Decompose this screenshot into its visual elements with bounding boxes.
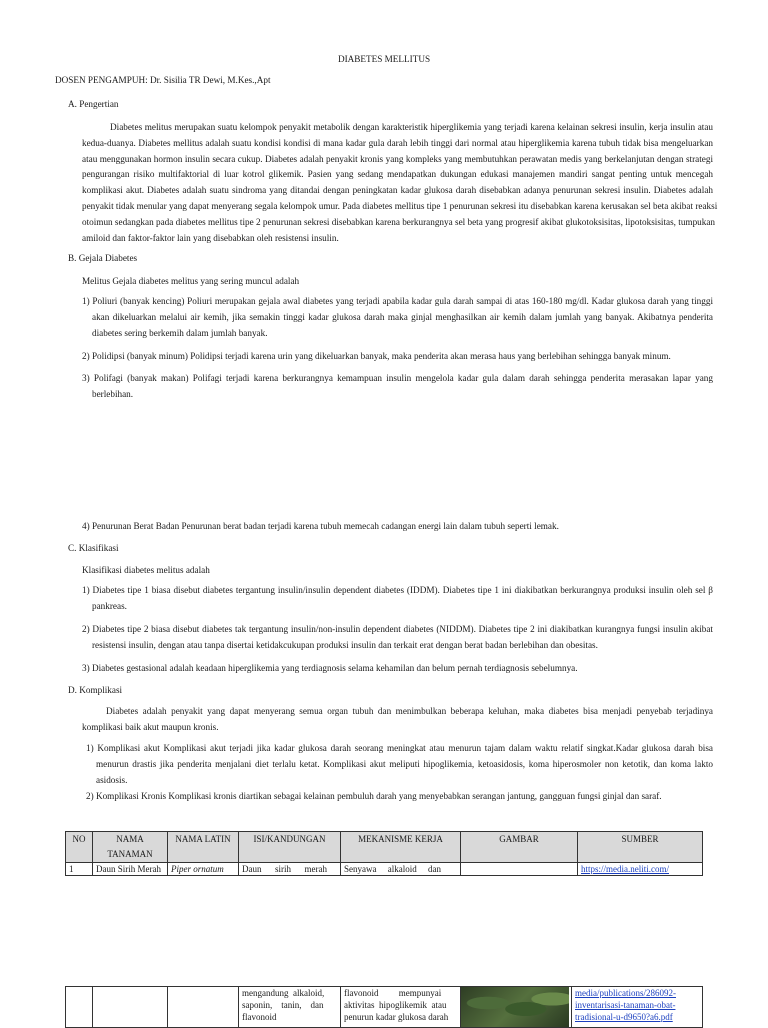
source-link-line[interactable]: media/publications/286092- <box>575 988 676 998</box>
paragraph-line: komplikasi akut. Diabetes adalah suatu sindroma yang ditandai dengan peningkatan kadar glukosa darah disebabkan adanya penurunan sekresi insulin. Diabetes adalah <box>82 185 713 196</box>
section-c-heading: C. Klasifikasi <box>68 543 119 553</box>
lecturer-line: DOSEN PENGAMPUH: Dr. Sisilia TR Dewi, M.Kes.,Apt <box>55 75 271 85</box>
cell-latin-name: Piper ornatum <box>168 863 239 876</box>
list-line: 1) Diabetes tipe 1 biasa disebut diabetes tergantung insulin/insulin dependent diabetes (IDDM). Diabetes tipe 1 ini diakibatkan berkurangnya produksi insulin oleh sel β <box>82 585 713 595</box>
section-c-intro: Klasifikasi diabetes melitus adalah <box>82 565 210 575</box>
section-d-intro <box>82 704 713 736</box>
list-line: 1) Komplikasi akut Komplikasi akut terjadi jika kadar glukosa darah seorang meningkat atau menurun tajam dalam waktu relatif singkat.Kadar glukosa darah bisa <box>86 743 713 753</box>
source-link[interactable]: https://media.neliti.com/ <box>581 864 669 874</box>
symptom-item-1 <box>82 294 713 341</box>
list-line: 2) Diabetes tipe 2 biasa disebut diabetes tak tergantung insulin/non-insulin dependent diabetes (NIDDM). Diabetes tipe 2 ini diakibatkan kurangnya fungsi insulin akibat <box>82 624 713 634</box>
cell-plant-name: Daun Sirih Merah <box>93 863 168 876</box>
complication-item-2: 2) Komplikasi Kronis Komplikasi kronis diartikan sebagai kelainan pembuluh darah yang menyebabkan serangan jantung, gangguan fungsi ginjal dan saraf. <box>86 791 662 801</box>
paragraph-line: atau menggunakan hormon insulin secara cukup. Diabetes adalah penyakit kronis yang kompleks yang membutuhkan perawatan medis yang berkelanjutan dengan strategi <box>82 153 713 164</box>
source-link-line[interactable]: tradisional-u-d9650?a6.pdf <box>575 1012 673 1022</box>
section-b-intro: Melitus Gejala diabetes melitus yang sering muncul adalah <box>82 276 300 286</box>
mechanism-line: flavonoid mempunyai <box>344 988 442 998</box>
paragraph-line: komplikasi baik akut maupun kronis. <box>82 721 219 732</box>
cell-plant-name-empty <box>93 987 168 1028</box>
list-line: berlebihan. <box>92 388 134 399</box>
section-d-heading: D. Komplikasi <box>68 685 123 695</box>
header-plant-name-line: TANAMAN <box>107 849 153 859</box>
cell-mechanism-continued <box>341 987 461 1028</box>
paragraph-line: penyakit tidak menular yang dapat menyerang segala kelompok umur. Pada diabetes mellitus tipe 1 penurunan sekresi itu disebabkan karena kerusakan sel beta akibat reaksi <box>82 200 718 211</box>
paragraph-line: Diabetes adalah penyakit yang dapat menyerang semua organ tubuh dan menimbulkan beberapa keluhan, maka diabetes bisa menjadi penyebab terjadinya <box>106 706 713 716</box>
symptom-item-2: 2) Polidipsi (banyak minum) Polidipsi terjadi karena urin yang dikeluarkan banyak, maka penderita akan merasa haus yang berlebihan sehingga banyak minum. <box>82 351 671 361</box>
list-line: pankreas. <box>92 600 127 611</box>
header-no: NO <box>66 832 93 863</box>
cell-source <box>578 863 703 876</box>
header-latin-name: NAMA LATIN <box>168 832 239 863</box>
table-header-row <box>66 832 703 863</box>
cell-image <box>461 863 578 876</box>
section-b-heading: B. Gejala Diabetes <box>68 253 138 263</box>
symptom-item-4: 4) Penurunan Berat Badan Penurunan berat badan terjadi karena tubuh memecah cadangan energi lain dalam tubuh seperti lemak. <box>82 521 559 531</box>
classification-item-2 <box>82 622 713 654</box>
cell-mechanism: Senyawa alkaloid dan <box>341 863 461 876</box>
header-mechanism: MEKANISME KERJA <box>341 832 461 863</box>
cell-no-empty <box>66 987 93 1028</box>
mechanism-line: aktivitas hipoglikemik atau <box>344 1000 447 1010</box>
cell-content: Daun sirih merah <box>239 863 341 876</box>
list-line: 3) Polifagi (banyak makan) Polifagi terjadi karena berkurangnya kemampuan insulin mengelola kadar gula dalam darah sehingga penderita merasakan lapar yang <box>82 373 713 383</box>
header-content: ISI/KANDUNGAN <box>239 832 341 863</box>
list-line: resistensi insulin, dengan atau tanpa disertai ketidakcukupan produksi insulin dan terkait erat dengan berat badan berlebihan dan obesitas. <box>92 639 598 650</box>
section-a-paragraph <box>82 120 718 246</box>
list-line: menurun drastis jika penderita menjalani diet terlalu ketat. Komplikasi akut meliputi hipoglikemia, ketoasidosis, koma hiperosmoler non ketotik, dan koma lakto <box>96 758 713 769</box>
complication-item-1 <box>86 741 713 788</box>
header-plant-name <box>93 832 168 863</box>
list-line: akan dikeluarkan melalui air kemih, jika semakin tinggi kadar glukosa darah maka ginjal menghasilkan air kemih dalam jumlah yang banyak. Akibatnya penderita <box>92 311 713 322</box>
symptom-item-3 <box>82 371 713 403</box>
classification-item-3: 3) Diabetes gestasional adalah keadaan hiperglikemia yang terdiagnosis selama kehamilan dan belum pernah terdiagnosis sebelumnya. <box>82 663 578 673</box>
section-a-heading: A. Pengertian <box>68 99 119 109</box>
list-line: asidosis. <box>96 774 128 785</box>
cell-no: 1 <box>66 863 93 876</box>
paragraph-line: otoimun sedangkan pada diabetes mellitus tipe 2 penurunan sekresi disebabkan karena berkurangnya sel beta yang progresif akibat glukotoksisitas, lipotoksisitas, tumpukan <box>82 216 716 227</box>
classification-item-1 <box>82 583 713 615</box>
table-row <box>66 987 703 1028</box>
table-row <box>66 863 703 876</box>
herbal-plant-table-continued <box>65 986 703 1028</box>
cell-latin-name-empty <box>168 987 239 1028</box>
red-betel-leaf-image <box>461 987 569 1027</box>
source-link-line[interactable]: inventarisasi-tanaman-obat- <box>575 1000 676 1010</box>
header-plant-name-line: NAMA <box>116 834 144 844</box>
paragraph-line: Diabetes melitus merupakan suatu kelompok penyakit metabolik dengan karakteristik hiperglikemia yang terjadi karena kelainan sekresi insulin, kerja insulin atau <box>110 122 713 132</box>
paragraph-line: amiloid dan faktor-faktor lain yang disebabkan oleh resistensi insulin. <box>82 232 339 243</box>
content-line: flavonoid <box>242 1012 277 1022</box>
cell-image-continued <box>461 987 572 1028</box>
paragraph-line: pengurangan risiko multifaktorial di luar kotrol glikemik. Pasien yang sedang mendapatkan dukungan edukasi manajemen mandiri sangat penting untuk mencegah <box>82 169 713 180</box>
herbal-plant-table <box>65 831 703 876</box>
header-image: GAMBAR <box>461 832 578 863</box>
content-line: mengandung alkaloid, <box>242 988 325 998</box>
mechanism-line: penurun kadar glukosa darah <box>344 1012 449 1022</box>
paragraph-line: kedua-duanya. Diabetes mellitus adalah suatu kondisi kondisi di mana kadar gula darah lebih tinggi dari normal atau hiperglikemia karena tubuh tidak bisa mengeluarkan <box>82 137 713 148</box>
list-line: diabetes sering berkemih dalam jumlah banyak. <box>92 327 268 338</box>
cell-content-continued <box>239 987 341 1028</box>
list-line: 1) Poliuri (banyak kencing) Poliuri merupakan gejala awal diabetes yang terjadi apabila kadar gula darah sampai di atas 160-180 mg/dl. Kadar glukosa darah yang tinggi <box>82 296 713 306</box>
cell-source-continued <box>572 987 703 1028</box>
content-line: saponin, tanin, dan <box>242 1000 324 1010</box>
header-source: SUMBER <box>578 832 703 863</box>
document-title: DIABETES MELLITUS <box>337 54 431 64</box>
